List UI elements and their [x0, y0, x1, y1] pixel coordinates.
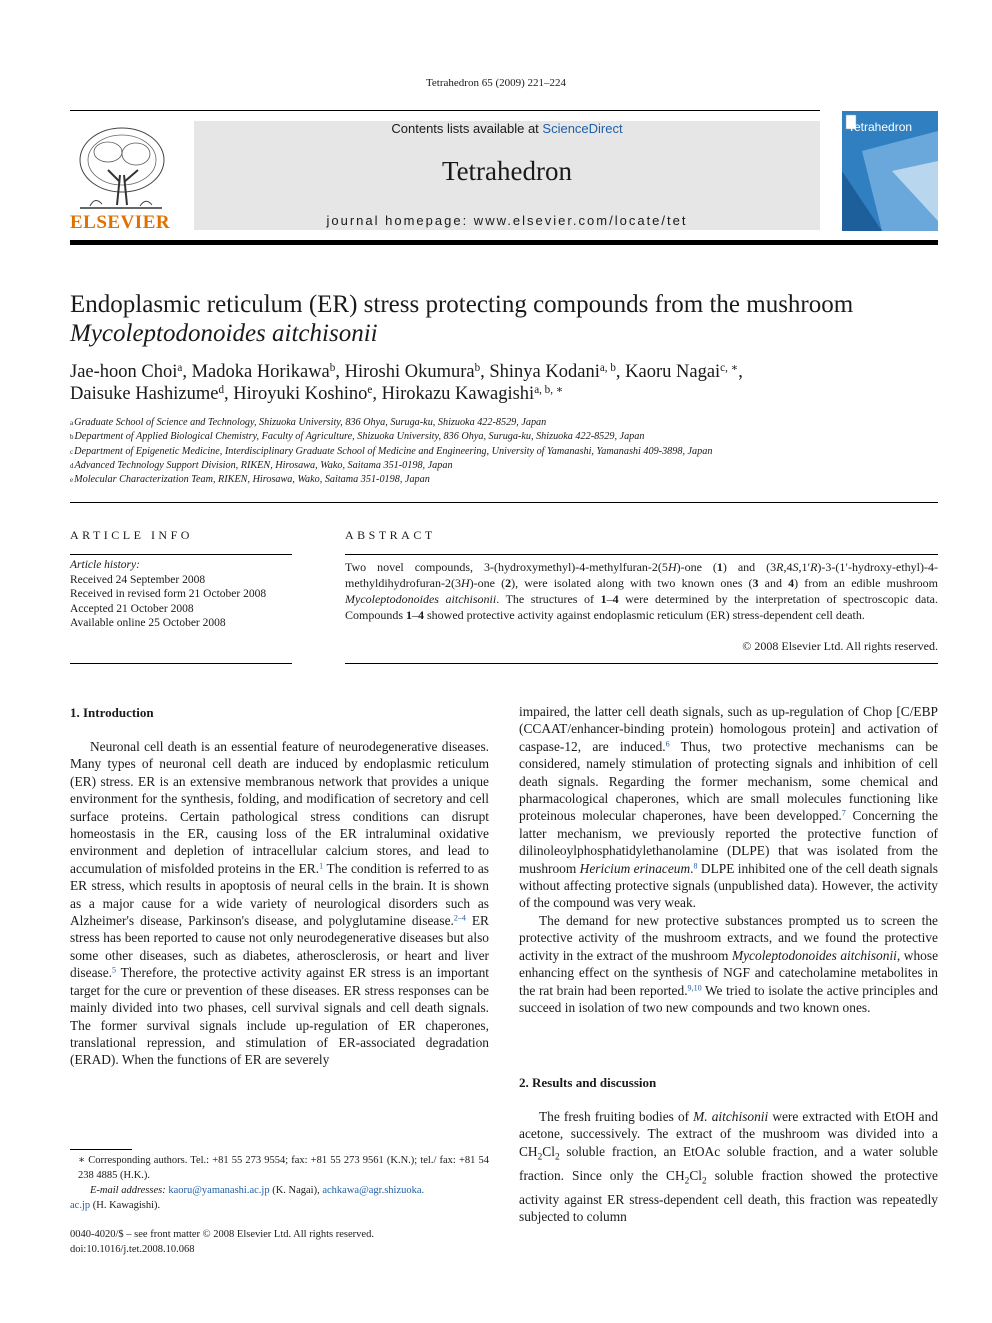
affiliation-mark: c: [70, 448, 74, 456]
history-item: Received in revised form 21 October 2008: [70, 588, 267, 600]
elsevier-wordmark: ELSEVIER: [70, 212, 171, 233]
affiliation: [70, 445, 938, 459]
affiliation: [70, 473, 938, 487]
contents-prefix: Contents lists available at: [391, 121, 543, 136]
author-mark: a: [177, 361, 183, 374]
author-name[interactable]: Hirokazu Kawagishi: [381, 384, 535, 404]
affiliation-mark: d: [70, 462, 74, 470]
author-mark: a, b, ∗: [534, 383, 564, 396]
header-rule: [70, 110, 820, 111]
results-text: The fresh fruiting bodies of M. aitchisonii were extracted with EtOH and acetone, successively. The extract of the mushroom was divided into a $CH_2Cl_2$ soluble fraction, an EtOAc soluble fraction, and a water soluble fraction. Since only the $CH_2Cl_2$ soluble fraction showed the protective activity against ER stress-dependent cell death, this fraction was repeatedly subjected to column: [519, 1109, 939, 1225]
author-line-2: Daisuke Hashizume$^d$, Hiroyuki Koshino$^e$, Hirokazu Kawagishi$^{a, b, ∗}$: [70, 383, 564, 404]
author-mark: b: [329, 361, 336, 374]
history-item: Available online 25 October 2008: [70, 617, 226, 629]
header-thick-rule: [70, 240, 938, 245]
affiliation-text: Molecular Characterization Team, RIKEN, Hirosawa, Wako, Saitama 351-0198, Japan: [74, 474, 430, 485]
doi[interactable]: doi:10.1016/j.tet.2008.10.068: [70, 1243, 195, 1255]
abstract-label: ABSTRACT: [345, 528, 436, 542]
cover-title: Tetrahedron: [848, 120, 913, 134]
sciencedirect-link[interactable]: ScienceDirect: [542, 121, 623, 136]
author-mark: d: [218, 383, 225, 396]
email-link[interactable]: achkawa@agr.shizuoka.: [322, 1185, 425, 1196]
email-link-continued[interactable]: ac.jp: [70, 1200, 91, 1211]
front-matter-line: 0040-4020/$ – see front matter © 2008 Elsevier Ltd. All rights reserved.: [70, 1229, 374, 1240]
history-title: Article history:: [70, 559, 140, 571]
author-list: [70, 361, 938, 405]
author-mark: e: [367, 383, 373, 396]
author-name[interactable]: Daisuke Hashizume: [70, 384, 219, 404]
email-link[interactable]: kaoru@yamanashi.ac.jp: [168, 1185, 270, 1196]
contents-line: [194, 121, 820, 136]
abstract-text: Two novel compounds, 3-(hydroxymethyl)-4-methylfuran-2(5H)-one (1) and (3R,4S,1′R)-3-(1′-hydroxy-ethyl)-4-methyldihydrofuran-2(3H)-one (2), were isolated along with two known ones (3 and 4) from an edible mushroom Mycoleptodonoides aitchisonii. The structures of 1–4 were determined by the interpretation of spectroscopic data. Compounds 1–4 showed protective activity against endoplasmic reticulum (ER) stress-dependent cell death.: [345, 560, 938, 622]
journal-citation: Tetrahedron 65 (2009) 221–224: [425, 77, 567, 89]
affiliation-text: Advanced Technology Support Division, RIKEN, Hirosawa, Wako, Saitama 351-0198, Japan: [74, 460, 453, 471]
affiliation: [70, 459, 938, 473]
affiliation-mark: e: [70, 476, 74, 484]
title-line-2: Mycoleptodonoides aitchisonii: [70, 320, 378, 347]
corresponding-footnote: ∗ Corresponding authors. Tel.: +81 55 273 9554; fax: +81 55 273 9561 (K.N.); tel./ fax: +81 54 238 4885 (H.K.). E-mail addresses: kaoru@yamanashi.ac.jp (K. Nagai), achkawa@agr.shizuoka. ac.jp (H. Kawagishi).: [70, 1155, 489, 1211]
affiliation-text: Department of Epigenetic Medicine, Interdisciplinary Graduate School of Medicine and Engineering, University of Yamanashi, Yamanashi 409-3898, Japan: [74, 446, 713, 457]
affiliation-text: Graduate School of Science and Technology, Shizuoka University, 836 Ohya, Suruga-ku, Shizuoka 422-8529, Japan: [74, 417, 547, 428]
info-bottom-rule: [70, 663, 292, 664]
author-name[interactable]: Hiroshi Okumura: [344, 362, 475, 382]
info-rule: [70, 554, 292, 555]
results-heading: 2. Results and discussion: [519, 1075, 657, 1090]
article-history: [70, 558, 292, 631]
affiliation: [70, 430, 938, 444]
author-mark: c, ∗: [720, 361, 739, 374]
author-mark: b: [474, 361, 481, 374]
journal-homepage[interactable]: journal homepage: www.elsevier.com/locate/tet: [326, 213, 688, 228]
article-title: [70, 290, 938, 348]
introduction-text: Neuronal cell death is an essential feature of neurodegenerative diseases. Many types of neuronal cell death are induced by endoplasmic reticulum (ER) stress. ER is an extensive membranous network that provides a unique environment for the synthesis, folding, and modification of secretory and cell surface proteins. Certain pathological stress conditions can disrupt homeostasis in the ER, causing loss of the ER intraluminal oxidative environment and depletion of intracellular calcium stores, and lead to accumulation of misfolded proteins in the ER.$^1$ The condition is referred to as ER stress, which results in apoptosis of neural cells in the brain. It is shown as a major cause for a wide variety of neurological disorders such as Alzheimer's disease, Parkinson's disease, and polyglutamine disease.$^{2-4}$ ER stress has been reported to cause not only neurodegenerative diseases but also some other diseases, such as diabetes, atherosclerosis, or heart and liver disease.$^5$ Therefore, the protective activity against ER stress is an important target for the cure or prevention of these diseases. ER stress responses can be mainly divided into two phases, cell survival signals and cell death signals. The former survival signals include up-regulation of ER chaperones, translational repression, and stimulation of ER-associated degradation (ERAD). When the functions of ER are severely: [70, 739, 489, 1068]
introduction-continued: impaired, the latter cell death signals, such as up-regulation of Chop [C/EBP (CCAAT/enhancer-binding protein) homologous protein] and activation of caspase-12, are induced.$^6$ Thus, two protective mechanisms can be considered, namely stimulation of protecting signals and inhibition of cell death signals. Regarding the former mechanism, some chemical and pharmacological chaperones, which are small molecules functioning like proteinous molecular chaperones, have been developped.$^7$ Concerning the latter mechanism, we previously reported the protective function of dilinoleoylphosphatidylethanolamine (DLPE) that was isolated from the mushroom Hericium erinaceum.$^8$ DLPE inhibited one of the cell death signals without affecting protective signals (unpublished data). However, the activity of the compound was very weak. The demand for new protective substances prompted us to screen the protective activity of the mushroom extracts, and we found the protective activity in the extract of the mushroom Mycoleptodonoides aitchisonii, whose enhancing effect on the synthesis of NGF and catecholamine metabolites in the rat brain had been reported.$^{9,10}$ We tried to isolate the active principles and succeed in isolation of two new compounds and two known ones.: [519, 704, 939, 1015]
affiliation: [70, 416, 938, 430]
title-line-1: Endoplasmic reticulum (ER) stress protecting compounds from the mushroom: [70, 291, 854, 318]
front-matter: [70, 1228, 374, 1257]
author-line-1: Jae-hoon Choi$^a$, Madoka Horikawa$^b$, Hiroshi Okumura$^b$, Shinya Kodani$^{a, b}$, Kaoru Nagai$^{c, ∗}$,: [70, 361, 743, 382]
affiliation-mark: b: [70, 433, 74, 441]
author-name[interactable]: Madoka Horikawa: [191, 362, 330, 382]
affiliation-text: Department of Applied Biological Chemistry, Faculty of Agriculture, Shizuoka University, 836 Ohya, Suruga-ku, Shizuoka 422-8529, Japan: [74, 431, 645, 442]
footnote-rule: [70, 1149, 132, 1150]
author-name[interactable]: Kaoru Nagai: [625, 362, 721, 382]
author-name[interactable]: Hiroyuki Koshino: [233, 384, 368, 404]
author-mark: a, b: [599, 361, 616, 374]
abstract-copyright: © 2008 Elsevier Ltd. All rights reserved.: [742, 639, 938, 653]
affiliation-mark: a: [70, 419, 74, 427]
abstract-bottom-rule: [345, 663, 938, 664]
affiliation-rule: [70, 502, 938, 503]
abstract-rule: [345, 554, 938, 555]
author-name[interactable]: Jae-hoon Choi: [70, 362, 178, 382]
introduction-heading: 1. Introduction: [70, 705, 154, 720]
history-item: Received 24 September 2008: [70, 573, 206, 586]
journal-name: Tetrahedron: [441, 156, 573, 186]
author-name[interactable]: Shinya Kodani: [489, 362, 600, 382]
history-item: Accepted 21 October 2008: [70, 602, 194, 615]
article-info-label: ARTICLE INFO: [70, 528, 193, 542]
